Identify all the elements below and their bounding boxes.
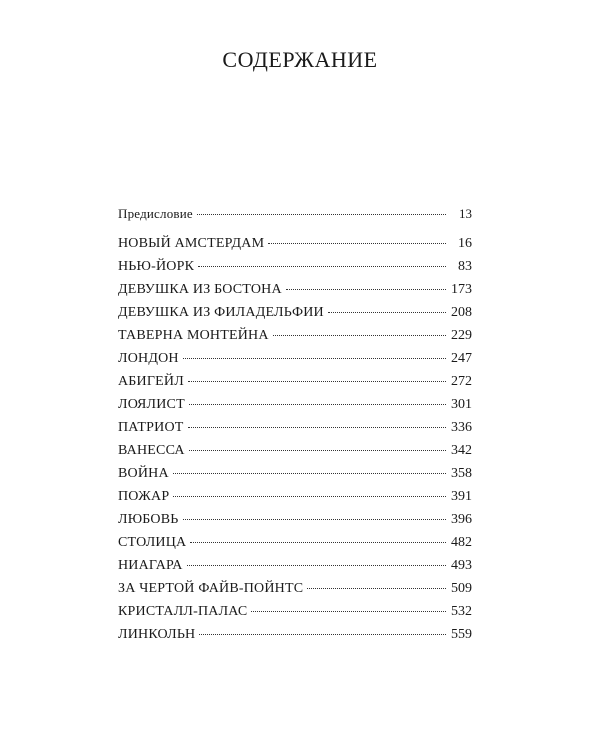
dot-leader: [188, 427, 446, 428]
dot-leader: [307, 588, 446, 589]
toc-entry-label: КРИСТАЛЛ-ПАЛАС: [118, 604, 248, 619]
toc-entry-page: 229: [451, 328, 472, 343]
toc-entry-label: ВАНЕССА: [118, 443, 185, 458]
toc-entry-preface[interactable]: [118, 206, 472, 229]
toc-entry-label: ЛОЯЛИСТ: [118, 397, 185, 412]
dot-leader: [189, 450, 446, 451]
toc-entry-page: 301: [451, 397, 472, 412]
toc-entry-page: 532: [451, 604, 472, 619]
page-title: СОДЕРЖАНИЕ: [222, 47, 378, 72]
dot-leader: [198, 266, 446, 267]
toc-entry-page: 493: [451, 558, 472, 573]
dot-leader: [173, 473, 446, 474]
toc-entry[interactable]: [118, 627, 472, 650]
toc-entry-label: АБИГЕЙЛ: [118, 374, 184, 389]
toc-entry-label: ДЕВУШКА ИЗ ФИЛАДЕЛЬФИИ: [118, 305, 324, 320]
dot-leader: [187, 565, 446, 566]
dot-leader: [251, 611, 446, 612]
toc-entry-label: ЛЮБОВЬ: [118, 512, 179, 527]
toc-entry[interactable]: [118, 443, 472, 466]
toc-entry-label: ДЕВУШКА ИЗ БОСТОНА: [118, 282, 282, 297]
dot-leader: [197, 214, 446, 215]
toc-entry[interactable]: [118, 282, 472, 305]
toc-entry-label: ТАВЕРНА МОНТЕЙНА: [118, 328, 269, 343]
toc-entry-page: 358: [451, 466, 472, 481]
toc-entry-label: СТОЛИЦА: [118, 535, 187, 550]
toc-entry-page: 208: [451, 305, 472, 320]
toc-entry-page: 336: [451, 420, 472, 435]
dot-leader: [183, 358, 446, 359]
dot-leader: [189, 404, 446, 405]
toc-entry-page: 83: [458, 259, 472, 274]
toc-entry[interactable]: [118, 236, 472, 259]
toc-entry[interactable]: [118, 420, 472, 443]
dot-leader: [273, 335, 446, 336]
toc-entry-page: 173: [451, 282, 472, 297]
toc-entry[interactable]: [118, 512, 472, 535]
toc-entry-label: ЛОНДОН: [118, 351, 179, 366]
toc-entry[interactable]: [118, 305, 472, 328]
toc-entry[interactable]: [118, 604, 472, 627]
toc-entry-page: 247: [451, 351, 472, 366]
dot-leader: [286, 289, 446, 290]
toc-entry[interactable]: [118, 466, 472, 489]
toc-entry[interactable]: [118, 489, 472, 512]
toc-entry-label: НЬЮ-ЙОРК: [118, 259, 195, 274]
toc-entry-page: 509: [451, 581, 472, 596]
dot-leader: [183, 519, 446, 520]
toc-entry-page: 342: [451, 443, 472, 458]
toc-entry[interactable]: [118, 581, 472, 604]
toc-entry-label: ЛИНКОЛЬН: [118, 627, 196, 642]
toc-entry-label: ПОЖАР: [118, 489, 170, 504]
toc-entry[interactable]: [118, 558, 472, 581]
toc-entry[interactable]: [118, 374, 472, 397]
toc-entry-label: НОВЫЙ АМСТЕРДАМ: [118, 236, 265, 251]
toc-entry[interactable]: [118, 397, 472, 420]
toc-entry[interactable]: [118, 259, 472, 282]
toc-entry-page: 13: [459, 206, 472, 221]
toc-entry-label: НИАГАРА: [118, 558, 183, 573]
toc-entry-page: 16: [458, 236, 472, 251]
dot-leader: [188, 381, 446, 382]
table-of-contents: [118, 206, 472, 650]
toc-entry-page: 272: [451, 374, 472, 389]
dot-leader: [190, 542, 446, 543]
toc-entry-label: ВОЙНА: [118, 466, 169, 481]
dot-leader: [328, 312, 446, 313]
toc-entry-page: 559: [451, 627, 472, 642]
toc-entry[interactable]: [118, 351, 472, 374]
dot-leader: [199, 634, 446, 635]
toc-entry[interactable]: [118, 535, 472, 558]
toc-entry-page: 482: [451, 535, 472, 550]
toc-entry-page: 396: [451, 512, 472, 527]
dot-leader: [173, 496, 446, 497]
toc-entry-label: Предисловие: [118, 206, 193, 221]
toc-entry[interactable]: [118, 328, 472, 351]
toc-entry-page: 391: [451, 489, 472, 504]
dot-leader: [268, 243, 446, 244]
toc-entry-label: ПАТРИОТ: [118, 420, 184, 435]
toc-entry-label: ЗА ЧЕРТОЙ ФАЙВ-ПОЙНТС: [118, 581, 304, 596]
